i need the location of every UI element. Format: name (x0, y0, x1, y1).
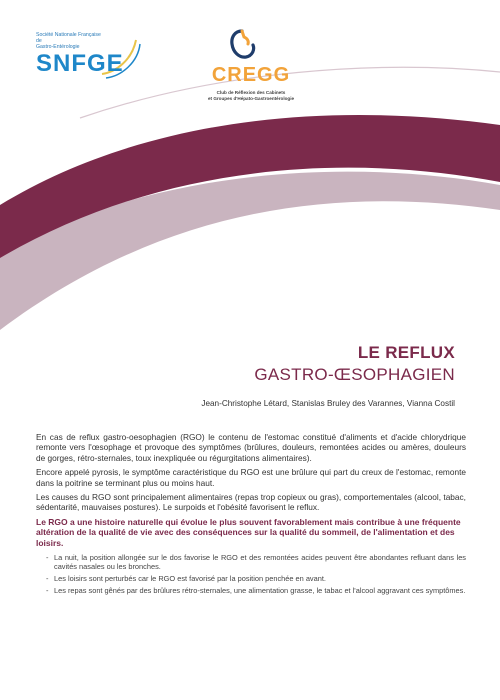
document-title (254, 343, 455, 385)
cregg-subtitle-line1: Club de Réflexion des Cabinets (216, 90, 286, 95)
title-line-2: GASTRO-ŒSOPHAGIEN (254, 365, 455, 384)
snfge-logo (36, 28, 146, 98)
paragraph-pyrosis: Encore appelé pyrosis, le symptôme caractéristique du RGO est une brûlure qui part du creux de l'estomac, remonte dans la poitrine se terminant plus ou moins haut. (36, 467, 466, 488)
cregg-subtitle (196, 90, 306, 101)
highlight-paragraph: Le RGO a une histoire naturelle qui évolue le plus souvent favorablement mais contribue à une fréquente altération de la qualité de vie avec des conséquences sur la qualité du sommeil, de l'alimentation et des loisirs. (36, 516, 461, 549)
cregg-logo (196, 28, 316, 118)
bullet-list (36, 553, 466, 596)
cregg-stomach-icon (226, 28, 260, 62)
snfge-subtitle-line3: Gastro-Entérologie (36, 44, 80, 51)
list-item: - La nuit, la position allongée sur le dos favorise le RGO et des remontées acides peuvent être abondantes refluant dans les cavités nasales ou les bronches. (46, 553, 466, 571)
snfge-wordmark: SNFGE (36, 50, 124, 77)
list-item: - Les loisirs sont perturbés car le RGO est favorisé par la position penchée en avant. (46, 574, 466, 583)
title-line-1: LE REFLUX (357, 343, 455, 362)
snfge-subtitle-line1: Société Nationale Française (36, 32, 101, 38)
snfge-subtitle-line2: de (36, 38, 42, 45)
list-item: - Les repas sont gênés par des brûlures rétro-sternales, une alimentation grasse, le tabac et l'alcool aggravant ces symptômes. (46, 586, 466, 595)
paragraph-intro: En cas de reflux gastro-oesophagien (RGO) le contenu de l'estomac constitué d'aliments et d'acide chlorydrique remonte vers l'œsophage et provoque des symptômes (brûlures, douleurs, remontées acides ou amères, douleurs de gorges, rétro-sternales, toux inexpliquée ou régurgitations alimentaires). (36, 432, 466, 463)
paragraph-causes: Les causes du RGO sont principalement alimentaires (repas trop copieux ou gras), comportementales (alcool, tabac, sédentarité, mauvaises postures). Le surpoids et l'obésité favorisent le reflux. (36, 492, 466, 513)
cregg-wordmark: CREGG (211, 64, 291, 86)
cregg-subtitle-line2: et Groupes d'Hépato-Gastroentérologie (207, 95, 295, 101)
authors-line: Jean-Christophe Létard, Stanislas Bruley des Varannes, Vianna Costil (201, 399, 455, 408)
body-content (36, 432, 466, 598)
